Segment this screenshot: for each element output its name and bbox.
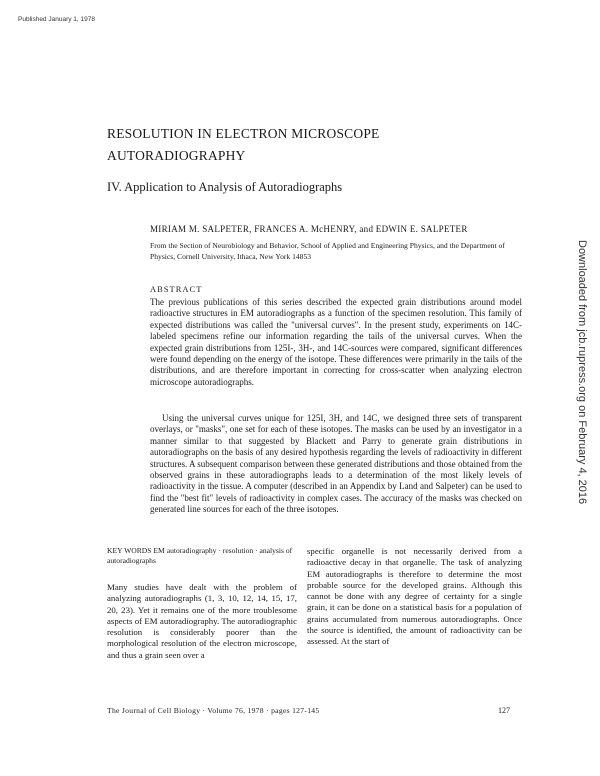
- author-affiliation: From the Section of Neurobiology and Behavior, School of Applied and Engineering Physics, and the Department of Physics, Cornell University, Ithaca, New York 14853: [150, 241, 505, 261]
- download-watermark: Downloaded from jcb.rupress.org on February 4, 2016: [576, 240, 588, 505]
- body-text-left-column: Many studies have dealt with the problem of analyzing autoradiographs (1, 3, 10, 12, 14, 15, 17, 20, 23). Yet it remains one of the more troublesome aspects of EM autoradiography. The autoradiographic resolution is considerably poorer than the morphological resolution of the electron microscope, and thus a grain seen over a: [107, 582, 297, 660]
- article-title-line-1: RESOLUTION IN ELECTRON MICROSCOPE: [107, 126, 380, 141]
- body-text-right-column: specific organelle is not necessarily derived from a radioactive decay in that organelle. The task of analyzing EM autoradiographs is therefore to determine the most probable source for the developed grains. Although this cannot be done with any degree of certainty for a single grain, it can be done on a statistical basis for a population of grains accumulated from numerous autoradiographs. Once the source is identified, the amount of radioactivity can be assessed. At the start of: [307, 546, 522, 647]
- article-title-line-2: AUTORADIOGRAPHY: [107, 148, 246, 163]
- abstract-paragraph-2: Using the universal curves unique for 125I, 3H, and 14C, we designed three sets of transparent overlays, or "masks", one set for each of these isotopes. The masks can be used by an investigator in a manner similar to that suggested by Blackett and Parry to generate grain distributions in autoradiographs on the basis of any desired hypothesis regarding the levels of radioactivity in different structures. A subsequent comparison between these generated distributions and those obtained from the observed grains in these autoradiographs leads to a determination of the most likely levels of radioactivity in the tissue. A computer (described in an Appendix by Land and Salpeter) can be used to find the "best fit" levels of radioactivity in complex cases. The accuracy of the masks was checked on generated line sources for each of the three isotopes.: [150, 413, 522, 515]
- article-subtitle: IV. Application to Analysis of Autoradiographs: [107, 180, 343, 194]
- key-words: KEY WORDS EM autoradiography · resolution · analysis of autoradiographs: [107, 546, 293, 565]
- abstract-heading: ABSTRACT: [150, 284, 203, 294]
- abstract-paragraph-1: The previous publications of this series described the expected grain distributions around model radioactive structures in EM autoradiographs as a function of the specimen resolution. This family of expected distributions was called the "universal curves". In the present study, experiments on 14C-labeled specimens refine our information regarding the tails of the universal curves. When the expected grain distributions from 125I-, 3H-, and 14C-sources were compared, significant differences were found depending on the energy of the isotope. These differences were primarily in the tails of the distributions, and are therefore important in correcting for cross-scatter when analyzing electron microscope autoradiographs.: [150, 297, 522, 387]
- download-watermark-container: [576, 240, 588, 540]
- page-number: 127: [498, 706, 510, 715]
- journal-footer: The Journal of Cell Biology · Volume 76, 1978 · pages 127-145: [107, 706, 320, 715]
- published-date: Published January 1, 1978: [18, 16, 95, 23]
- author-list: MIRIAM M. SALPETER, FRANCES A. McHENRY, and EDWIN E. SALPETER: [150, 224, 468, 234]
